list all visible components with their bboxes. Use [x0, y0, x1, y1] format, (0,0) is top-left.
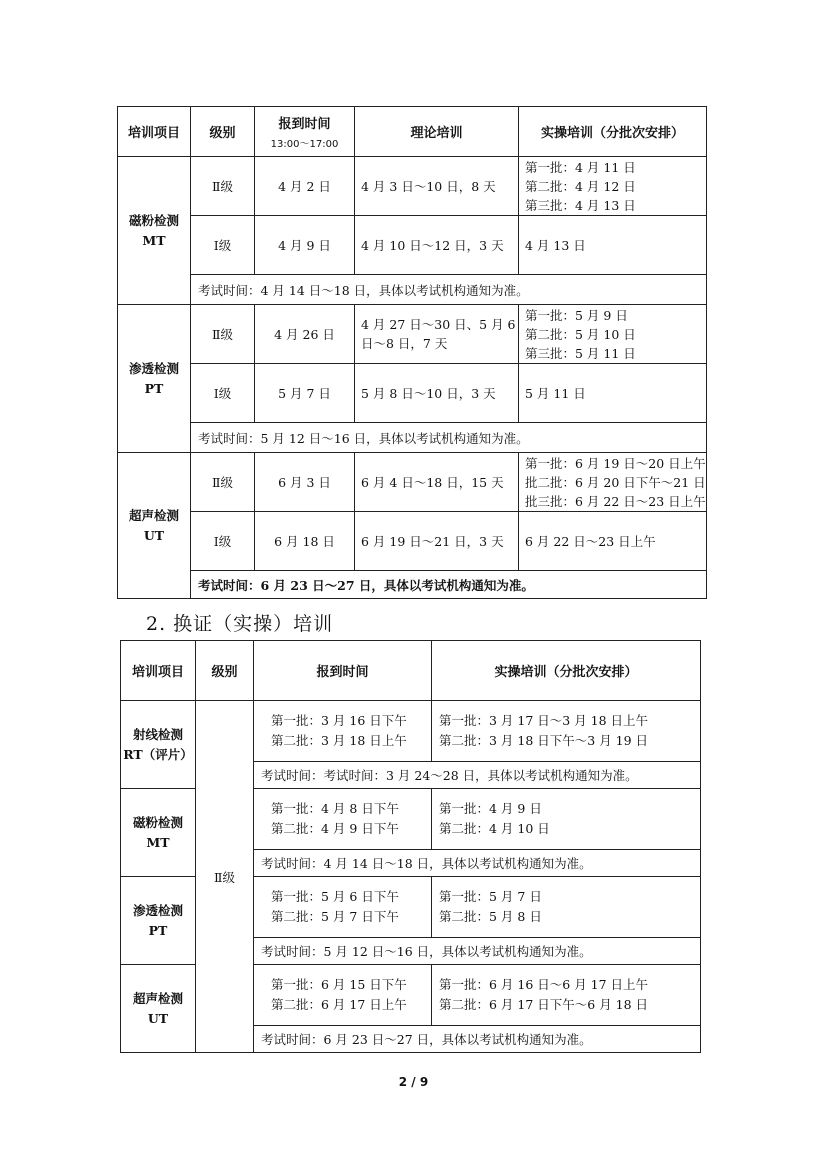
theory-cell — [355, 364, 519, 423]
project-name: 超声检测 — [128, 507, 179, 523]
practice-line: 第一批：4 月 9 日 — [439, 801, 542, 816]
checkin-line: 第二批：3 月 18 日上午 — [271, 733, 407, 748]
exam-time-cell: 考试时间：6 月 23 日～27 日，具体以考试机构通知为准。 — [191, 571, 707, 599]
project-name: 磁粉检测 — [132, 814, 183, 830]
header-project: 培训项目 — [118, 107, 191, 157]
header-checkin: 报到时间 — [254, 641, 432, 701]
project-cell — [118, 305, 191, 453]
header-theory: 理论培训 — [355, 107, 519, 157]
theory-cell — [355, 305, 519, 364]
exam-row — [118, 571, 707, 599]
practice-line: 批二批：6 月 20 日下午～21 日 — [525, 474, 706, 490]
checkin-cell — [254, 877, 432, 938]
header-level: 级别 — [196, 641, 254, 701]
checkin-cell — [254, 965, 432, 1026]
level-cell: Ⅱ级 — [191, 305, 255, 364]
exam-time-cell: 考试时间：4 月 14 日～18 日，具体以考试机构通知为准。 — [191, 275, 707, 305]
table-row — [118, 216, 707, 275]
project-name: 射线检测 — [132, 726, 183, 742]
practice-line: 第三批：4 月 13 日 — [525, 197, 636, 213]
header-checkin-label: 报到时间 — [278, 117, 331, 132]
project-code: UT — [147, 1010, 169, 1026]
project-code: UT — [143, 527, 165, 543]
checkin-line: 第二批：5 月 7 日下午 — [271, 909, 399, 924]
level-cell: Ⅰ级 — [191, 512, 255, 571]
practice-cell — [519, 157, 707, 216]
checkin-line: 第一批：3 月 16 日下午 — [271, 713, 407, 728]
project-cell — [121, 965, 196, 1053]
level-cell: Ⅱ级 — [196, 701, 254, 1053]
practice-line: 5 月 11 日 — [525, 385, 586, 401]
practice-line: 4 月 13 日 — [525, 237, 586, 253]
initial-training-table — [117, 106, 707, 599]
practice-cell — [519, 305, 707, 364]
exam-time-cell: 考试时间：考试时间：3 月 24～28 日，具体以考试机构通知为准。 — [254, 762, 701, 789]
renewal-training-table — [120, 640, 701, 1053]
checkin-cell — [254, 789, 432, 850]
header-project: 培训项目 — [121, 641, 196, 701]
practice-line: 第二批：6 月 17 日下午～6 月 18 日 — [439, 997, 649, 1012]
theory-line: 日～8 日，7 天 — [361, 336, 448, 351]
practice-line: 第二批：5 月 8 日 — [439, 909, 542, 924]
project-cell — [121, 789, 196, 877]
page-number: 2 / 9 — [398, 1075, 429, 1089]
checkin-cell: 6 月 18 日 — [255, 512, 355, 571]
practice-line: 第三批：5 月 11 日 — [525, 345, 636, 361]
project-name: 超声检测 — [132, 990, 183, 1006]
header-checkin — [255, 107, 355, 157]
checkin-cell: 4 月 2 日 — [255, 157, 355, 216]
project-code: MT — [146, 834, 170, 850]
practice-cell — [519, 512, 707, 571]
checkin-cell: 5 月 7 日 — [255, 364, 355, 423]
practice-line: 6 月 22 日～23 日上午 — [525, 533, 656, 549]
checkin-line: 第二批：6 月 17 日上午 — [271, 997, 407, 1012]
checkin-cell — [254, 701, 432, 762]
header-practice: 实操培训（分批次安排） — [432, 641, 701, 701]
practice-line: 第二批：4 月 12 日 — [525, 178, 636, 194]
checkin-line: 第一批：5 月 6 日下午 — [271, 889, 399, 904]
exam-time-cell: 考试时间：4 月 14 日～18 日，具体以考试机构通知为准。 — [254, 850, 701, 877]
practice-cell — [432, 877, 701, 938]
practice-cell — [519, 364, 707, 423]
project-code: PT — [144, 380, 164, 396]
project-code: MT — [142, 232, 166, 248]
practice-line: 第二批：4 月 10 日 — [439, 821, 550, 836]
section-heading: 2. 换证（实操）培训 — [146, 613, 334, 635]
theory-cell — [355, 157, 519, 216]
checkin-line: 第一批：6 月 15 日下午 — [271, 977, 407, 992]
practice-line: 批三批：6 月 22 日～23 日上午 — [525, 493, 706, 509]
exam-time-cell: 考试时间：5 月 12 日～16 日，具体以考试机构通知为准。 — [254, 938, 701, 965]
exam-row — [118, 275, 707, 305]
practice-cell — [432, 701, 701, 762]
theory-line: 5 月 8 日～10 日，3 天 — [361, 385, 496, 401]
header-practice: 实操培训（分批次安排） — [519, 107, 707, 157]
level-cell: Ⅰ级 — [191, 216, 255, 275]
table1-header-row — [118, 107, 707, 157]
level-cell: Ⅱ级 — [191, 157, 255, 216]
checkin-line: 第一批：4 月 8 日下午 — [271, 801, 399, 816]
project-cell — [121, 701, 196, 789]
practice-line: 第一批：5 月 9 日 — [525, 307, 628, 323]
practice-line: 第一批：3 月 17 日～3 月 18 日上午 — [439, 713, 649, 728]
practice-line: 第一批：6 月 19 日～20 日上午 — [525, 455, 706, 471]
table-row — [118, 157, 707, 216]
table-row — [121, 701, 701, 762]
table-row — [118, 364, 707, 423]
checkin-cell: 6 月 3 日 — [255, 453, 355, 512]
practice-line: 第二批：3 月 18 日下午～3 月 19 日 — [439, 733, 649, 748]
theory-cell — [355, 512, 519, 571]
practice-cell — [519, 453, 707, 512]
practice-line: 第一批：6 月 16 日～6 月 17 日上午 — [439, 977, 649, 992]
header-level: 级别 — [191, 107, 255, 157]
project-cell — [118, 453, 191, 599]
theory-line: 6 月 19 日～21 日，3 天 — [361, 533, 504, 549]
theory-line: 6 月 4 日～18 日，15 天 — [361, 474, 504, 490]
checkin-cell: 4 月 26 日 — [255, 305, 355, 364]
practice-cell — [519, 216, 707, 275]
table-row — [118, 512, 707, 571]
project-name: 渗透检测 — [132, 902, 183, 918]
table2-header-row — [121, 641, 701, 701]
theory-line: 4 月 27 日～30 日、5 月 6 — [361, 317, 516, 332]
theory-line: 4 月 10 日～12 日，3 天 — [361, 237, 504, 253]
table-row — [118, 305, 707, 364]
theory-cell — [355, 453, 519, 512]
project-name: 磁粉检测 — [128, 212, 179, 228]
checkin-line: 第二批：4 月 9 日下午 — [271, 821, 399, 836]
level-cell: Ⅰ级 — [191, 364, 255, 423]
project-cell — [121, 877, 196, 965]
practice-line: 第一批：5 月 7 日 — [439, 889, 542, 904]
practice-cell — [432, 789, 701, 850]
project-name: 渗透检测 — [128, 360, 179, 376]
theory-cell — [355, 216, 519, 275]
project-code: RT（评片） — [123, 746, 193, 762]
exam-time-cell: 考试时间：6 月 23 日～27 日，具体以考试机构通知为准。 — [254, 1026, 701, 1053]
theory-line: 4 月 3 日～10 日，8 天 — [361, 178, 496, 194]
project-code: PT — [148, 922, 168, 938]
practice-line: 第一批：4 月 11 日 — [525, 159, 636, 175]
checkin-cell: 4 月 9 日 — [255, 216, 355, 275]
level-cell: Ⅱ级 — [191, 453, 255, 512]
project-cell — [118, 157, 191, 305]
exam-row — [118, 423, 707, 453]
header-checkin-hours: 13:00～17:00 — [270, 139, 339, 150]
practice-cell — [432, 965, 701, 1026]
table-row — [118, 453, 707, 512]
practice-line: 第二批：5 月 10 日 — [525, 326, 636, 342]
exam-time-cell: 考试时间：5 月 12 日～16 日，具体以考试机构通知为准。 — [191, 423, 707, 453]
